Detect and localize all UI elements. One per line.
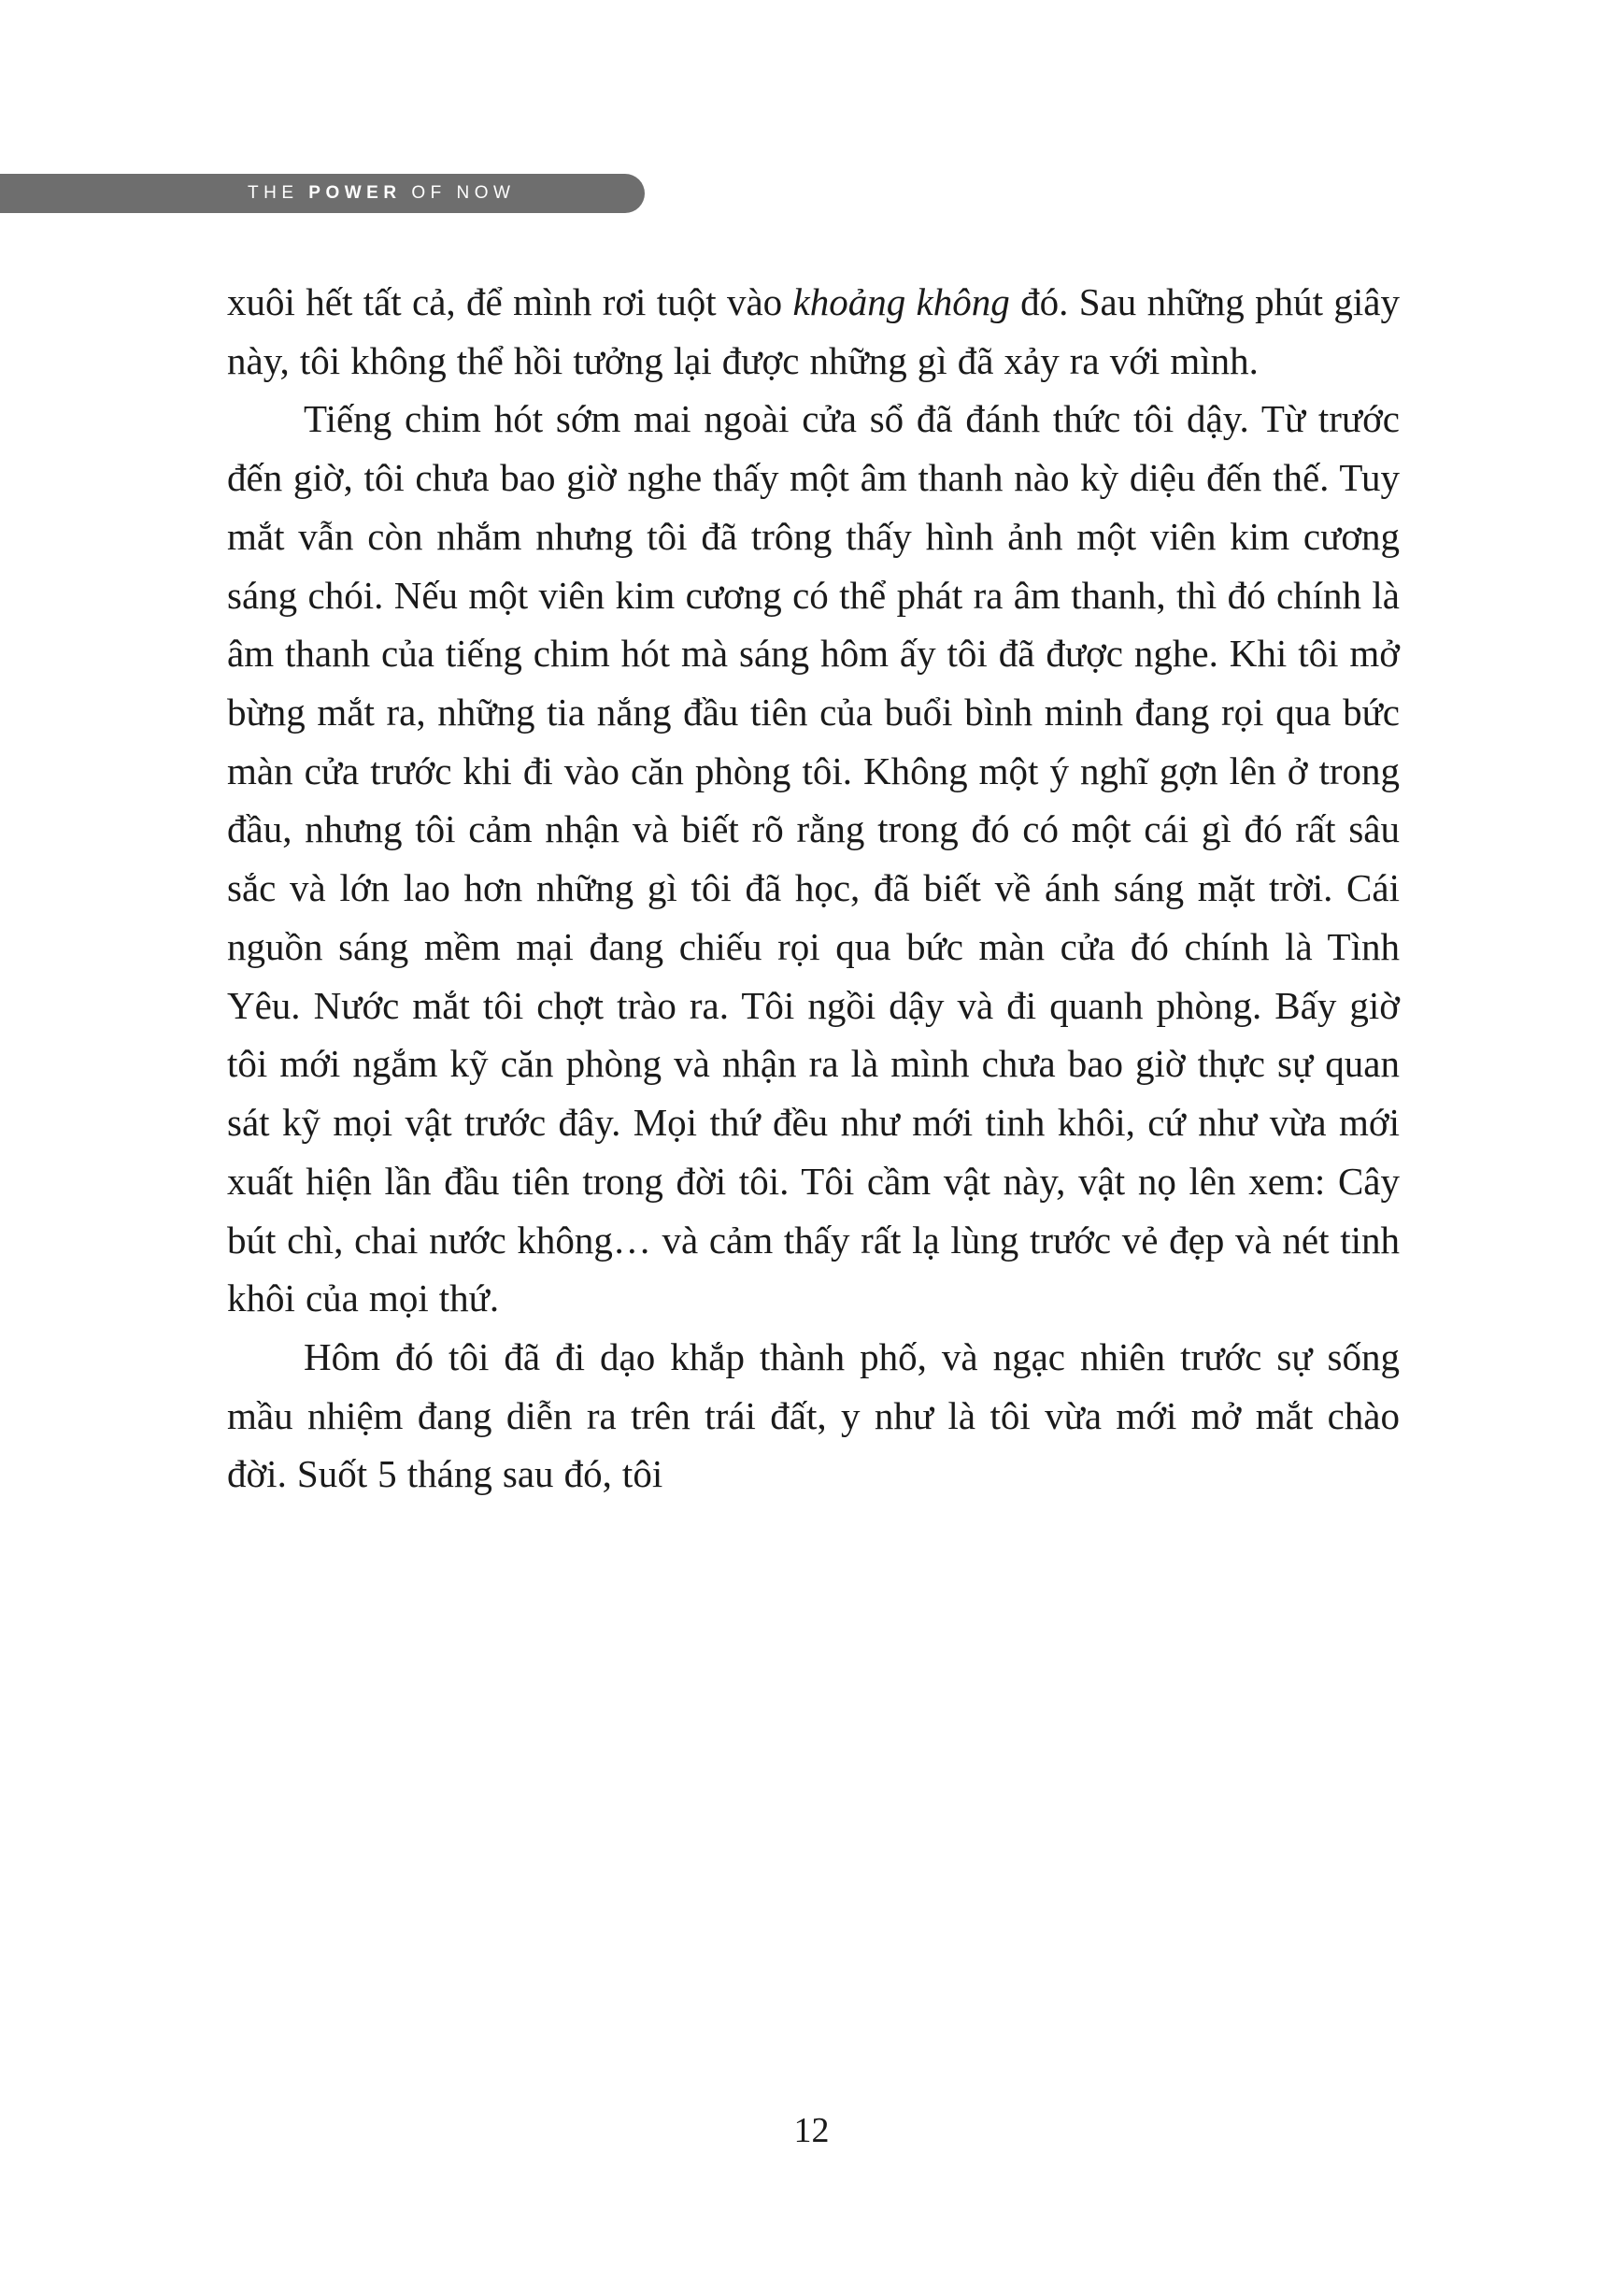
header-prefix: THE: [248, 183, 309, 203]
header-suffix: OF NOW: [401, 183, 516, 203]
paragraph: [227, 1328, 1400, 1504]
paragraph: [227, 390, 1400, 1328]
header-title-strong: POWER: [308, 183, 402, 203]
paragraph: [227, 273, 1400, 390]
body-text-column: [227, 273, 1400, 1504]
page-number: 12: [793, 2111, 830, 2150]
text-run: xuôi hết tất cả, để mình rơi tuột vào: [227, 280, 793, 323]
text-run: Hôm đó tôi đã đi dạo khắp thành phố, và ngạc nhiên trước sự sống mầu nhiệm đang diễn ra trên trái đất, y như là tôi vừa mới mở mắt chào đời. Suốt 5 tháng sau đó, tôi: [227, 1334, 1400, 1496]
emphasis-text: khoảng không: [792, 280, 1010, 323]
text-run: Tiếng chim hót sớm mai ngoài cửa sổ đã đánh thức tôi dậy. Từ trước đến giờ, tôi chưa bao giờ nghe thấy một âm thanh nào kỳ diệu đến thế. Tuy mắt vẫn còn nhắm nhưng tôi đã trông thấy hình ảnh một viên kim cương sáng chói. Nếu một viên kim cương có thể phát ra âm thanh, thì đó chính là âm thanh của tiếng chim hót mà sáng hôm ấy tôi đã được nghe. Khi tôi mở bừng mắt ra, những tia nắng đầu tiên của buổi bình minh đang rọi qua bức màn cửa trước khi đi vào căn phòng tôi. Không một ý nghĩ gợn lên ở trong đầu, nhưng tôi cảm nhận và biết rõ rằng trong đó có một cái gì đó rất sâu sắc và lớn lao hơn những gì tôi đã học, đã biết về ánh sáng mặt trời. Cái nguồn sáng mềm mại đang chiếu rọi qua bức màn cửa đó chính là Tình Yêu. Nước mắt tôi chợt trào ra. Tôi ngồi dậy và đi quanh phòng. Bấy giờ tôi mới ngắm kỹ căn phòng và nhận ra là mình chưa bao giờ thực sự quan sát kỹ mọi vật trước đây. Mọi thứ đều như mới tinh khôi, cứ như vừa mới xuất hiện lần đầu tiên trong đời tôi. Tôi cầm vật này, vật nọ lên xem: Cây bút chì, chai nước không… và cảm thấy rất lạ lùng trước vẻ đẹp và nét tinh khôi của mọi thứ.: [227, 397, 1400, 1320]
running-header-title: [248, 179, 515, 207]
text-run: đó. Sau những phút giây này, tôi không thể hồi tưởng lại được những gì đã xảy ra với mình.: [227, 280, 1400, 382]
